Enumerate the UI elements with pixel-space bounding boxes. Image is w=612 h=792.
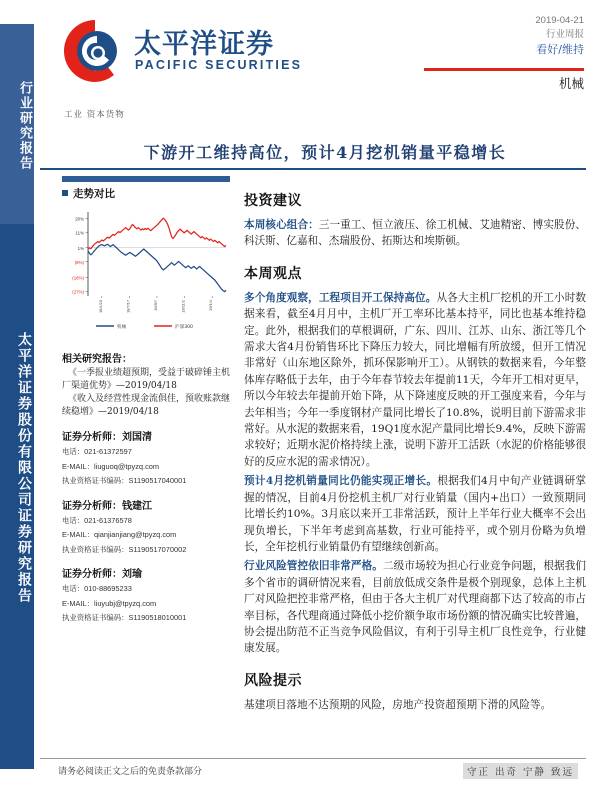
svg-text:(18%): (18%) <box>72 275 84 281</box>
analyst-license: 执业资格证书编码：S1190518010001 <box>62 613 187 622</box>
page-title: 下游开工维持高位，预计4月挖机销量平稳增长 <box>143 143 507 162</box>
company-logo <box>62 16 332 88</box>
view-paragraph-1 <box>244 290 586 470</box>
svg-text:11%: 11% <box>75 230 84 236</box>
analyst-phone: 电话：021-61372597 <box>62 447 132 456</box>
chart-canvas <box>62 204 230 344</box>
advice-lead: 本周核心组合： <box>244 219 319 231</box>
sidebar-label-report-type: 行业研究报告 <box>17 81 32 171</box>
svg-text:20%: 20% <box>75 216 84 222</box>
view-1-body: 从各大主机厂挖机的开工小时数据来看，截至4月月中，主机厂开工率环比基本持平，同比也基本维持稳定。此外，根据我们的草根调研，广东、四川、江苏、山东、浙江等几个需求大省4月份销售环比下降压力较大，同比增幅有所放缓，但开工情况非常好（山东地区除外，抓环保影响开工）。从钢铁的数据来看，今年整体库存略低于去年，由于今年春节较去年提前11天，今年开工相对更早，所以今年较去年提前开始下降，从下降速度反映的开工强度来看，今年与去年相当；今年一季度钢材产量同比增长了10.8%，说明目前下游需求非常好。从水泥的数据来看，19Q1度水泥产量同比增长9.4%，反映下游需求较好；近期水泥价格持续上涨，说明下游开工活跃（水泥的价格能够很好的反应水泥的需求情况）。 <box>244 291 587 468</box>
left-column <box>62 176 230 627</box>
related-reports-heading: 相关研究报告： <box>62 354 132 365</box>
breadcrumb: 工业 资本货物 <box>64 110 125 120</box>
chart-section-label: 走势对比 <box>73 188 115 200</box>
chart-section-heading <box>62 186 230 201</box>
title-divider <box>40 168 586 170</box>
footer-divider <box>40 758 586 759</box>
view-paragraph-2 <box>244 473 586 555</box>
analyst-phone: 电话：021-61376578 <box>62 515 132 525</box>
svg-text:18/4/23: 18/4/23 <box>97 300 103 313</box>
analyst-name: 证券分析师：刘瑜 <box>62 569 142 580</box>
view-1-lead: 多个角度观察，工程项目开工保持高位。 <box>244 291 437 304</box>
related-report-item[interactable]: 《一季报业绩超预期，受益于破碎锤主机厂渠道优势》—2019/04/18 <box>62 368 231 391</box>
svg-text:(8%): (8%) <box>74 259 84 265</box>
svg-text:(27%): (27%) <box>72 289 84 295</box>
svg-text:1%: 1% <box>77 245 84 251</box>
logo-text-en: PACIFIC SECURITIES <box>135 58 303 72</box>
footer-disclaimer: 请务必阅读正文之后的免责条款部分 <box>58 767 203 777</box>
svg-text:18/11/2: 18/11/2 <box>180 300 186 313</box>
svg-text:18/9/7: 18/9/7 <box>153 300 158 311</box>
view-2-body: 根据我们4月中旬产业链调研掌握的情况，目前4月份挖机主机厂对行业销量（国内+出口）一致预期同比增长约10%。3月底以来开工非常活跃，预计上半年行业大概率不会出现负增长，下半年考虑到高基数，行业可能持平，或个别月份略为负增长，全年挖机行业销量仍有望继续创新高。 <box>244 475 586 553</box>
analyst-name: 证券分析师：钱建江 <box>62 500 152 512</box>
sidebar-label-company: 太平洋证券股份有限公司证券研究报告 <box>16 332 32 604</box>
main-column <box>244 190 586 716</box>
bullet-square-icon <box>62 190 68 196</box>
advice-body: 三一重工、恒立液压、徐工机械、艾迪精密、博实股份、科沃斯、亿嘉和、杰瑞股份、拓斯达和埃斯顿。 <box>244 219 587 248</box>
svg-text:18/7/17: 18/7/17 <box>125 300 131 313</box>
rating-badge: 看好/维持 <box>536 43 584 56</box>
pacific-securities-logo-icon <box>62 18 128 84</box>
heading-risk-warning: 风险提示 <box>244 672 302 689</box>
view-3-lead: 行业风险管控依旧非常严格。 <box>244 560 383 573</box>
sector-label: 机械 <box>558 76 584 91</box>
heading-weekly-view: 本周观点 <box>244 265 302 282</box>
header-red-rule <box>424 68 584 71</box>
analyst-email[interactable]: E-MAIL：qianjianjiang@tpyzq.com <box>62 530 177 539</box>
footer-slogan: 守正 出奇 宁静 致远 <box>463 763 578 779</box>
risk-paragraph: 基建项目落地不达预期的风险，房地产投资超预期下滑的风险等。 <box>244 698 552 711</box>
report-type: 行业周报 <box>545 29 584 40</box>
investment-advice-paragraph <box>244 217 586 250</box>
svg-text:机械: 机械 <box>117 325 127 330</box>
related-report-item[interactable]: 《收入及经营性现金流俱佳，预收账款继续稳增》—2019/04/18 <box>62 394 231 417</box>
svg-text:19/1/4: 19/1/4 <box>208 300 214 311</box>
analyst-license: 执业资格证书编码：S1190517040001 <box>62 476 187 485</box>
view-paragraph-3 <box>244 558 586 656</box>
header-meta <box>384 14 584 58</box>
svg-text:沪深300: 沪深300 <box>175 325 193 330</box>
heading-investment-advice: 投资建议 <box>244 193 302 209</box>
analyst-phone: 电话：010-88695233 <box>62 584 132 593</box>
logo-text-cn: 太平洋证券 <box>134 29 274 60</box>
left-sidebar <box>0 0 34 792</box>
report-date: 2019-04-21 <box>535 15 584 26</box>
analyst-email[interactable]: E-MAIL：liuyubj@tpyzq.com <box>62 598 157 608</box>
view-2-lead: 预计4月挖机销量同比仍能实现正增长。 <box>244 475 438 488</box>
analyst-license: 执业资格证书编码：S1190517070002 <box>62 544 187 554</box>
analyst-name: 证券分析师：刘国清 <box>62 432 152 443</box>
trend-comparison-chart <box>62 204 230 344</box>
analyst-email[interactable]: E-MAIL：liuguoq@tpyzq.com <box>62 461 160 471</box>
section-accent-bar <box>62 176 230 182</box>
view-3-body: 二级市场较为担心行业竞争问题，根据我们多个省市的调研情况来看，目前放低成交条件是极个别现象，总体上主机厂对风险把控非常严格，但由于各大主机厂对代理商都下达了较高的市占率目标，各代理商通过降低小挖价额争取市场份额的情况确实比较普遍，协会提出防范不正当竞争风险倡议，有利于引导主机厂良性竞争，行业健康发展。 <box>244 560 587 655</box>
